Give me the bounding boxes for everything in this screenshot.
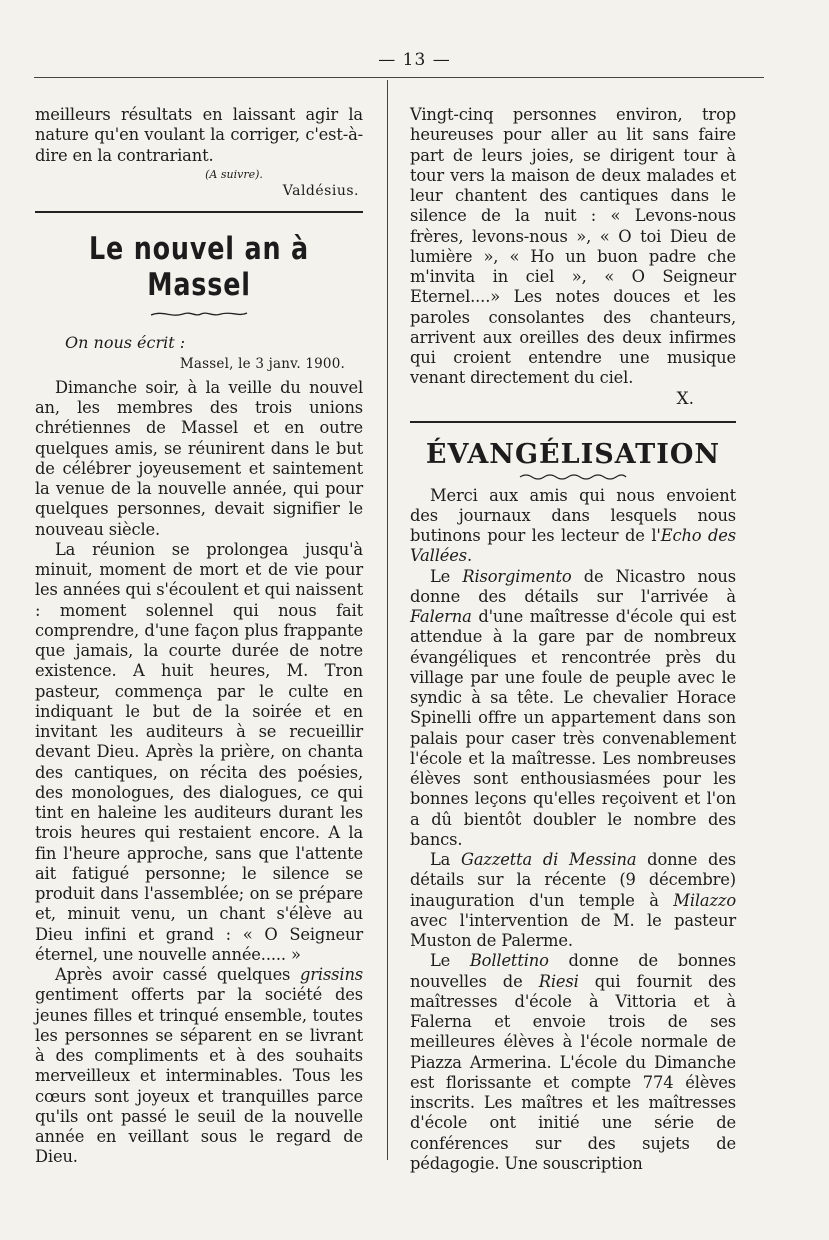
header-rule (34, 77, 764, 78)
paragraph: La réunion se prolongea jusqu'à minuit, moment de mort et de vie pour les années qui s'écoulent et qui naissent : moment solennel qui nous fait comprendre, d'une façon plus frappante que jamais, la courte durée de notre existence. A huit heures, M. Tron pasteur, commença par le culte en indiquant le but de la soirée et en invitant les auditeurs à se recueillir devant Dieu. Après la prière, on chanta des cantiques, on récita des poésies, des monologues, des dialogues, ce qui tint en haleine les auditeurs durant les trois heures qui restaient encore. A la fin l'heure approche, sans que l'attente ait fatigué personne; le silence se produit dans l'assemblée; on se prépare et, minuit venu, un chant s'élève au Dieu infini et grand : « O Seigneur éternel, une nouvelle année..... » (35, 539, 363, 964)
continuation-note: (A suivre). (205, 167, 263, 181)
section-title: ÉVANGÉLISATION (425, 438, 721, 470)
paragraph: Dimanche soir, à la veille du nouvel an, les membres des trois unions chrétiennes de Massel et en outre quelques amis, se réunirent dans le but de célébrer joyeusement et saintement la venue de la nouvelle année, qui pour quelques personnes, devait signifier le nouveau siècle. (35, 377, 363, 539)
paragraph: La Gazzetta di Messina donne des détails sur la récente (9 décembre) inauguration d'un temple à Milazzo avec l'intervention de M. le pasteur Muston de Palerme. (410, 850, 737, 950)
signature-x: X. (676, 388, 694, 409)
column-divider (387, 80, 388, 1160)
paragraph: Le Bollettino donne de bonnes nouvelles de Riesi qui fournit des maîtresses d'école à Vittoria et à Falerna et envoie trois de ses meilleures élèves à l'école normale de Piazza Armerina. L'école du Dimanche est florissante et compte 774 élèves inscrits. Les maîtres et les maîtresses d'école ont initié une série de conférences sur des sujets de pédagogie. Une souscription (410, 951, 736, 1173)
section-rule (410, 421, 736, 423)
carryover-paragraph: meilleurs résultats en laissant agir la nature qu'en voulant la corriger, c'est-à-dire en la contrariant. (35, 105, 363, 165)
author-signature: Valdésius. (282, 182, 359, 199)
page-number: — 13 — (378, 50, 451, 70)
left-column (35, 105, 363, 1168)
ornament-flourish (149, 309, 249, 319)
section-rule (35, 211, 363, 213)
intro-line: On nous écrit : (65, 332, 186, 352)
ornament-wave (518, 472, 628, 482)
dateline: Massel, le 3 janv. 1900. (179, 355, 345, 372)
paragraph: Merci aux amis qui nous envoient des journaux dans lesquels nous butinons pour les lecteur de l'Echo des Vallées. (410, 485, 736, 566)
article-title: Le nouvel an à Massel (88, 230, 310, 303)
right-column (410, 105, 736, 1174)
paragraph: Après avoir cassé quelques grissins gentiment offerts par la société des jeunes filles et trinqué ensemble, toutes les personnes se séparent en se livrant à des compliments et à des souhaits merveilleux et interminables. Tous les cœurs sont joyeux et tranquilles parce qu'ils ont passé le seuil de la nouvelle année en veillant sous le regard de Dieu. (35, 965, 363, 1167)
paragraph: Vingt-cinq personnes environ, trop heureuses pour aller au lit sans faire part de leurs joies, se dirigent tour à tour vers la maison de deux malades et leur chantent des cantiques dans le silence de la nuit : « Levons-nous frères, levons-nous », « O toi Dieu de lumière », « Ho un buon padre che m'invita in ciel », « O Seigneur Eternel....» Les notes douces et les paroles consolantes des chanteurs, arrivent aux oreilles des deux infirmes qui croient entendre une musique venant directement du ciel. (410, 105, 736, 388)
paragraph: Le Risorgimento de Nicastro nous donne des détails sur l'arrivée à Falerna d'une maîtresse d'école qui est attendue à la gare par de nombreux évangéliques et rencontrée près du village par une foule de peuple avec le syndic à sa tête. Le chevalier Horace Spinelli offre un appartement dans son palais pour caser très convenablement l'école et la maîtresse. Les nombreuses élèves sont enthousiasmées pour les bonnes leçons qu'elles reçoivent et l'on a dû bientôt doubler le nombre des bancs. (410, 566, 736, 849)
